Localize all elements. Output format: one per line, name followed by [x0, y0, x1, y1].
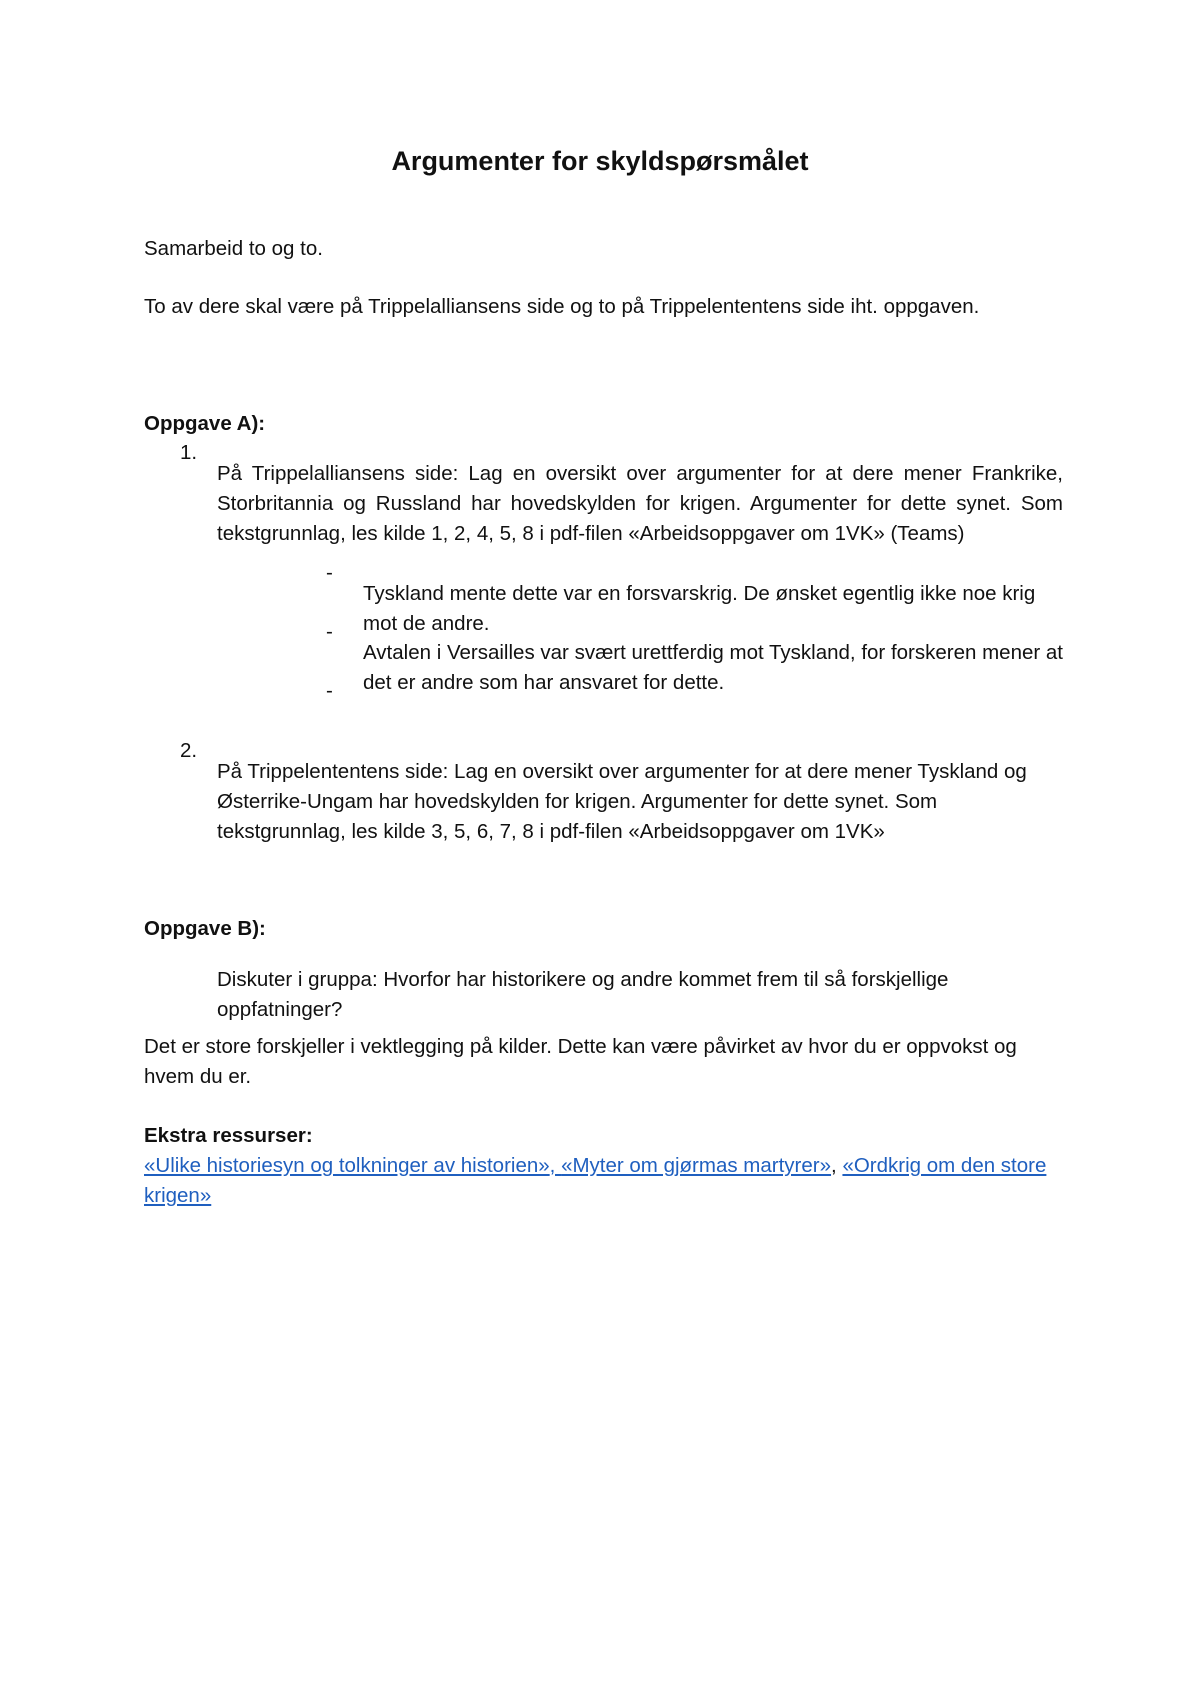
- task-a-item-1-text: På Trippelalliansens side: Lag en oversikt over argumenter for at dere mener Frankrike, Storbritannia og Russland har hovedskylden for krigen. Argumenter for dette synet. Som tekstgrunnlag, les kilde 1, 2, 4, 5, 8 i pdf-filen «Arbeidsoppgaver om 1VK» (Teams): [217, 461, 1063, 545]
- resources-links: [144, 1151, 1064, 1211]
- task-a-bullet-1: Tyskland mente dette var en forsvarskrig. De ønsket egentlig ikke noe krig mot de andre.: [363, 581, 1036, 635]
- task-a-heading: Oppgave A):: [144, 412, 266, 435]
- intro-paragraph-1: Samarbeid to og to.: [144, 237, 323, 260]
- intro-paragraph-2: To av dere skal være på Trippelalliansens side og to på Trippelententens side iht. oppgaven.: [144, 295, 980, 318]
- link-ordkrig-om-den-store-krigen[interactable]: «Ordkrig om den store krigen»: [144, 1154, 1047, 1207]
- list-item-number: 1.: [180, 441, 198, 464]
- link-separator: ,: [549, 1154, 562, 1177]
- task-b-heading: Oppgave B):: [144, 917, 266, 940]
- list-item-number: 2.: [180, 739, 198, 762]
- task-b-answer: Det er store forskjeller i vektlegging på kilder. Dette kan være påvirket av hvor du er oppvokst og hvem du er.: [144, 1035, 1017, 1088]
- link-myter-om-gjormas-martyrer[interactable]: «Myter om gjørmas martyrer»: [561, 1154, 832, 1177]
- link-separator: ,: [831, 1154, 843, 1177]
- bullet-dash: -: [326, 561, 333, 584]
- task-a-bullet-2: Avtalen i Versailles var svært urettferdig mot Tyskland, for forskeren mener at det er andre som har ansvaret for dette.: [363, 640, 1063, 694]
- bullet-dash: -: [326, 679, 333, 702]
- task-a-item-2-text: På Trippelententens side: Lag en oversikt over argumenter for at dere mener Tyskland og Østerrike-Ungam har hovedskylden for krigen. Argumenter for dette synet. Som tekstgrunnlag, les kilde 3, 5, 6, 7, 8 i pdf-filen «Arbeidsoppgaver om 1VK»: [217, 759, 1027, 843]
- resources-heading: Ekstra ressurser:: [144, 1124, 313, 1147]
- document-title: Argumenter for skyldspørsmålet: [391, 146, 809, 176]
- link-ulike-historiesyn[interactable]: «Ulike historiesyn og tolkninger av historien»: [144, 1154, 550, 1177]
- bullet-dash: -: [326, 620, 333, 643]
- task-b-question: Diskuter i gruppa: Hvorfor har historikere og andre kommet frem til så forskjellige oppfatninger?: [217, 967, 949, 1021]
